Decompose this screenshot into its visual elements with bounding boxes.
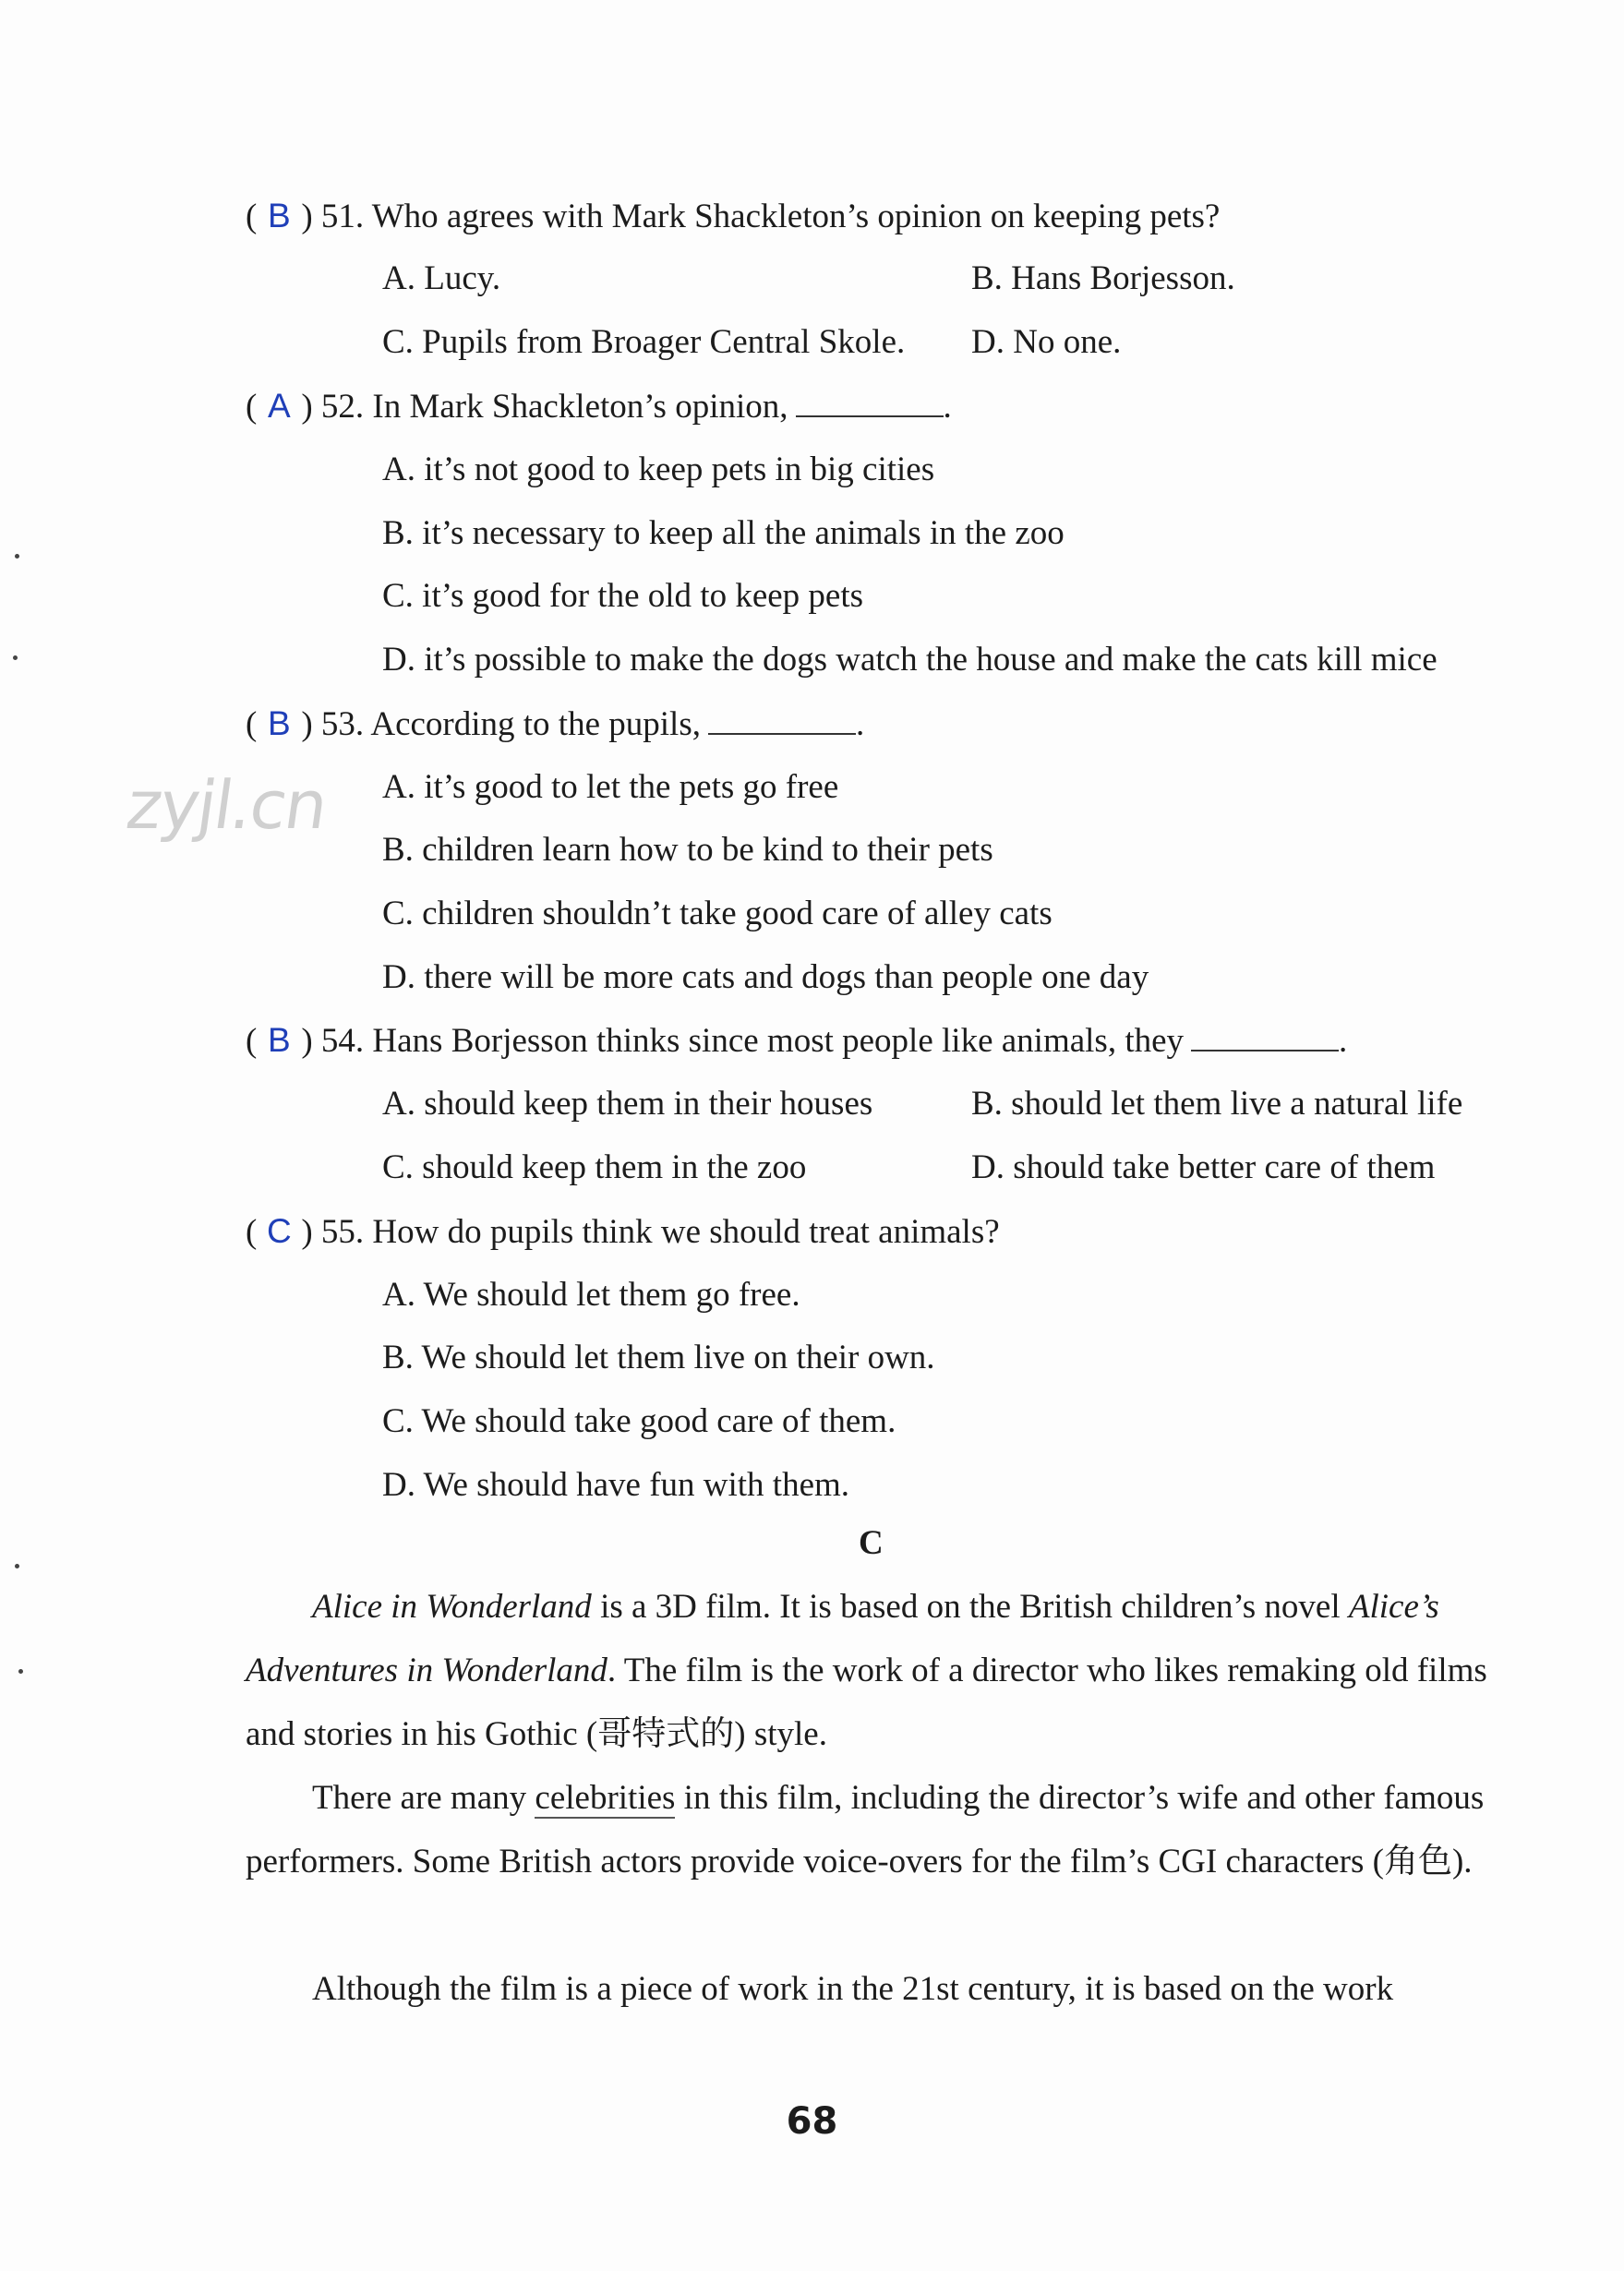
- q52-option-c: C. it’s good for the old to keep pets: [382, 577, 864, 615]
- question-52-stem: ) 52. In Mark Shackleton’s opinion,: [301, 388, 788, 426]
- question-53-stem: ) 53. According to the pupils,: [301, 705, 701, 743]
- section-title: C: [859, 1524, 884, 1562]
- q51-option-d: D. No one.: [971, 323, 1122, 361]
- answer-blank: [796, 388, 944, 417]
- answer-55: C: [266, 1212, 292, 1250]
- q54-option-b: B. should let them live a natural life: [971, 1085, 1463, 1123]
- margin-dot: [15, 554, 19, 559]
- passage-paragraph-3: Although the film is a piece of work in the 21st century, it is based on the work: [312, 1970, 1394, 2008]
- underlined-word: celebrities: [535, 1779, 676, 1817]
- q52-option-b: B. it’s necessary to keep all the animals in the zoo: [382, 514, 1065, 552]
- q53-option-b: B. children learn how to be kind to their pets: [382, 831, 993, 869]
- question-52: ( A ) 52. In Mark Shackleton’s opinion, .: [246, 384, 952, 429]
- margin-dot: [15, 1564, 19, 1568]
- q54-option-d: D. should take better care of them: [971, 1148, 1436, 1186]
- q53-option-c: C. children shouldn’t take good care of alley cats: [382, 895, 1053, 932]
- q52-option-d: D. it’s possible to make the dogs watch the house and make the cats kill mice: [382, 641, 1438, 679]
- question-55: ( C ) 55. How do pupils think we should treat animals?: [246, 1209, 1000, 1255]
- answer-51: B: [267, 197, 291, 234]
- q53-option-a: A. it’s good to let the pets go free: [382, 768, 839, 806]
- passage-paragraph-1: Alice in Wonderland is a 3D film. It is based on the British children’s novel Alice’s Adventures in Wonderland. The film is the work of a director who likes remaking old films and stories in his Gothic (哥特式的) style.: [246, 1588, 1487, 1753]
- answer-53: B: [267, 704, 291, 742]
- q54-option-c: C. should keep them in the zoo: [382, 1148, 807, 1186]
- page-number: 68: [786, 2100, 838, 2143]
- question-55-stem: ) 55. How do pupils think we should treat animals?: [301, 1213, 1000, 1251]
- q54-option-a: A. should keep them in their houses: [382, 1085, 873, 1123]
- answer-blank: [708, 705, 856, 735]
- q53-option-d: D. there will be more cats and dogs than people one day: [382, 958, 1149, 996]
- q55-option-a: A. We should let them go free.: [382, 1276, 800, 1314]
- film-title: Alice in Wonderland: [312, 1588, 592, 1626]
- answer-blank: [1191, 1022, 1339, 1051]
- passage-paragraph-2: There are many celebrities in this film, including the director’s wife and other famous performers. Some British actors provide voice-overs for the film’s CGI characters (角色).: [246, 1779, 1485, 1880]
- margin-dot: [18, 1669, 23, 1674]
- q51-option-b: B. Hans Borjesson.: [971, 259, 1235, 297]
- question-53: ( B ) 53. According to the pupils, .: [246, 702, 864, 747]
- answer-52: A: [267, 387, 291, 425]
- question-54-stem: ) 54. Hans Borjesson thinks since most people like animals, they: [301, 1022, 1185, 1060]
- margin-dot: [13, 655, 18, 660]
- q55-option-d: D. We should have fun with them.: [382, 1466, 850, 1504]
- q55-option-b: B. We should let them live on their own.: [382, 1339, 935, 1376]
- watermark: zyjl.cn: [122, 766, 331, 844]
- question-51-stem: ) 51. Who agrees with Mark Shackleton’s opinion on keeping pets?: [301, 198, 1221, 235]
- q51-option-a: A. Lucy.: [382, 259, 501, 297]
- q52-option-a: A. it’s not good to keep pets in big cities: [382, 451, 935, 488]
- q51-option-c: C. Pupils from Broager Central Skole.: [382, 323, 906, 361]
- q55-option-c: C. We should take good care of them.: [382, 1402, 896, 1440]
- novel-title: Alice’s Adventures in Wonderland: [246, 1588, 1439, 1689]
- question-54: ( B ) 54. Hans Borjesson thinks since most people like animals, they .: [246, 1018, 1347, 1063]
- answer-54: B: [267, 1021, 291, 1059]
- question-51: ( B ) 51. Who agrees with Mark Shackleton’s opinion on keeping pets?: [246, 194, 1220, 239]
